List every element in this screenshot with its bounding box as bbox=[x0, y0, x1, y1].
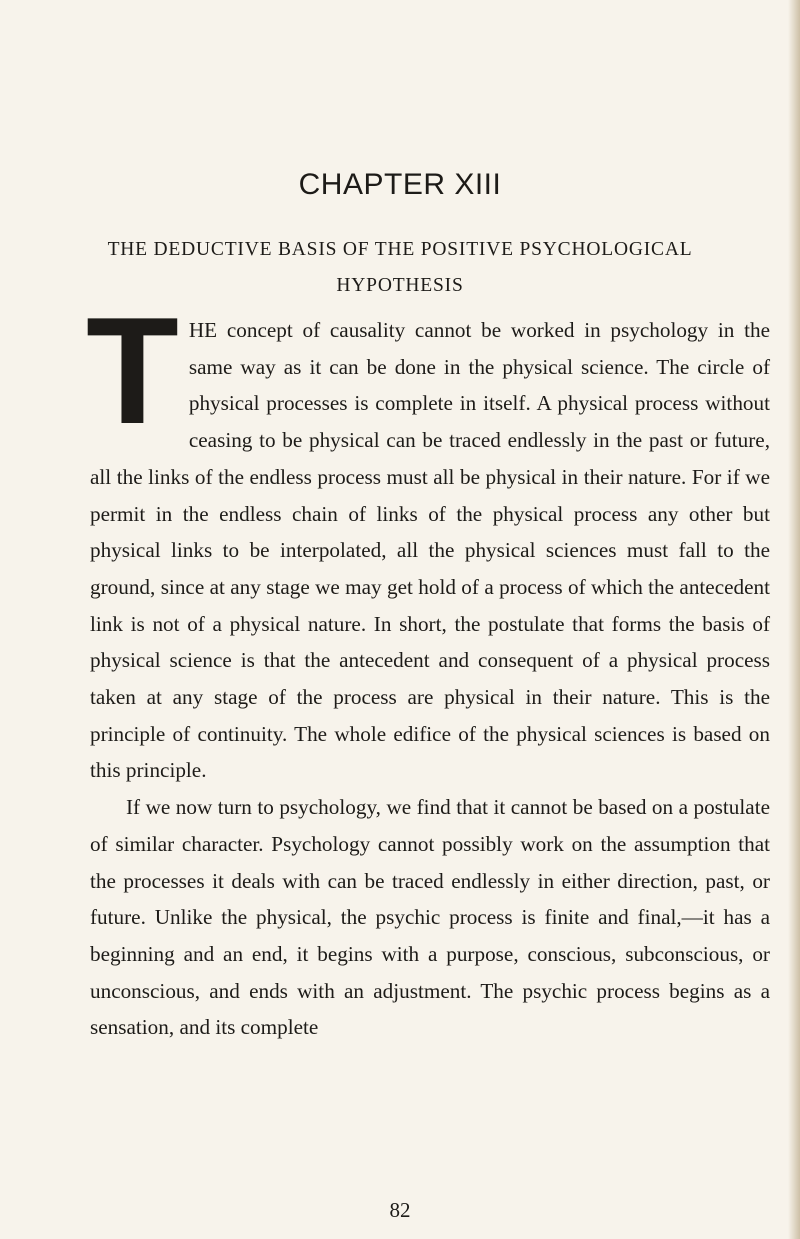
page-number: 82 bbox=[389, 1198, 411, 1222]
chapter-title-line-1: THE DEDUCTIVE BASIS OF THE POSITIVE PSYCHOLOGICAL bbox=[107, 239, 693, 260]
drop-cap: T bbox=[86, 286, 179, 456]
paragraph-1-text: HE concept of causality cannot be worked in psychology in the same way as it can be done in the physical science. The circle of physical processes is complete in itself. A physical process without ceasing to be physical can be traced endlessly in the past or future, all the links of the endless process must all be physical in their nature. For if we permit in the endless chain of links of the physical process any other but physical links to be interpolated, all the physical sciences must fall to the ground, since at any stage we may get hold of a process of which the antecedent link is not of a physical nature. In short, the postulate that forms the basis of physical science is that the antecedent and consequent of a physical process taken at any stage of the process are physical in their nature. This is the principle of continuity. The whole edifice of the physical sciences is based on this principle. bbox=[90, 318, 770, 783]
chapter-title bbox=[90, 232, 710, 304]
chapter-heading: CHAPTER XIII bbox=[298, 168, 502, 201]
body-text bbox=[86, 286, 770, 1046]
paragraph-2: If we now turn to psychology, we find that it cannot be based on a postulate of similar character. Psychology cannot possibly work on the assumption that the processes it deals with can be traced endlessly in either direction, past, or future. Unlike the physical, the psychic process is finite and final,—it has a beginning and an end, it begins with a purpose, conscious, subconscious, or unconscious, and ends with an adjustment. The psychic process begins as a sensation, and its complete bbox=[90, 795, 770, 1040]
chapter-title-line-2: HYPOTHESIS bbox=[336, 275, 464, 296]
paragraph-1 bbox=[86, 286, 770, 789]
